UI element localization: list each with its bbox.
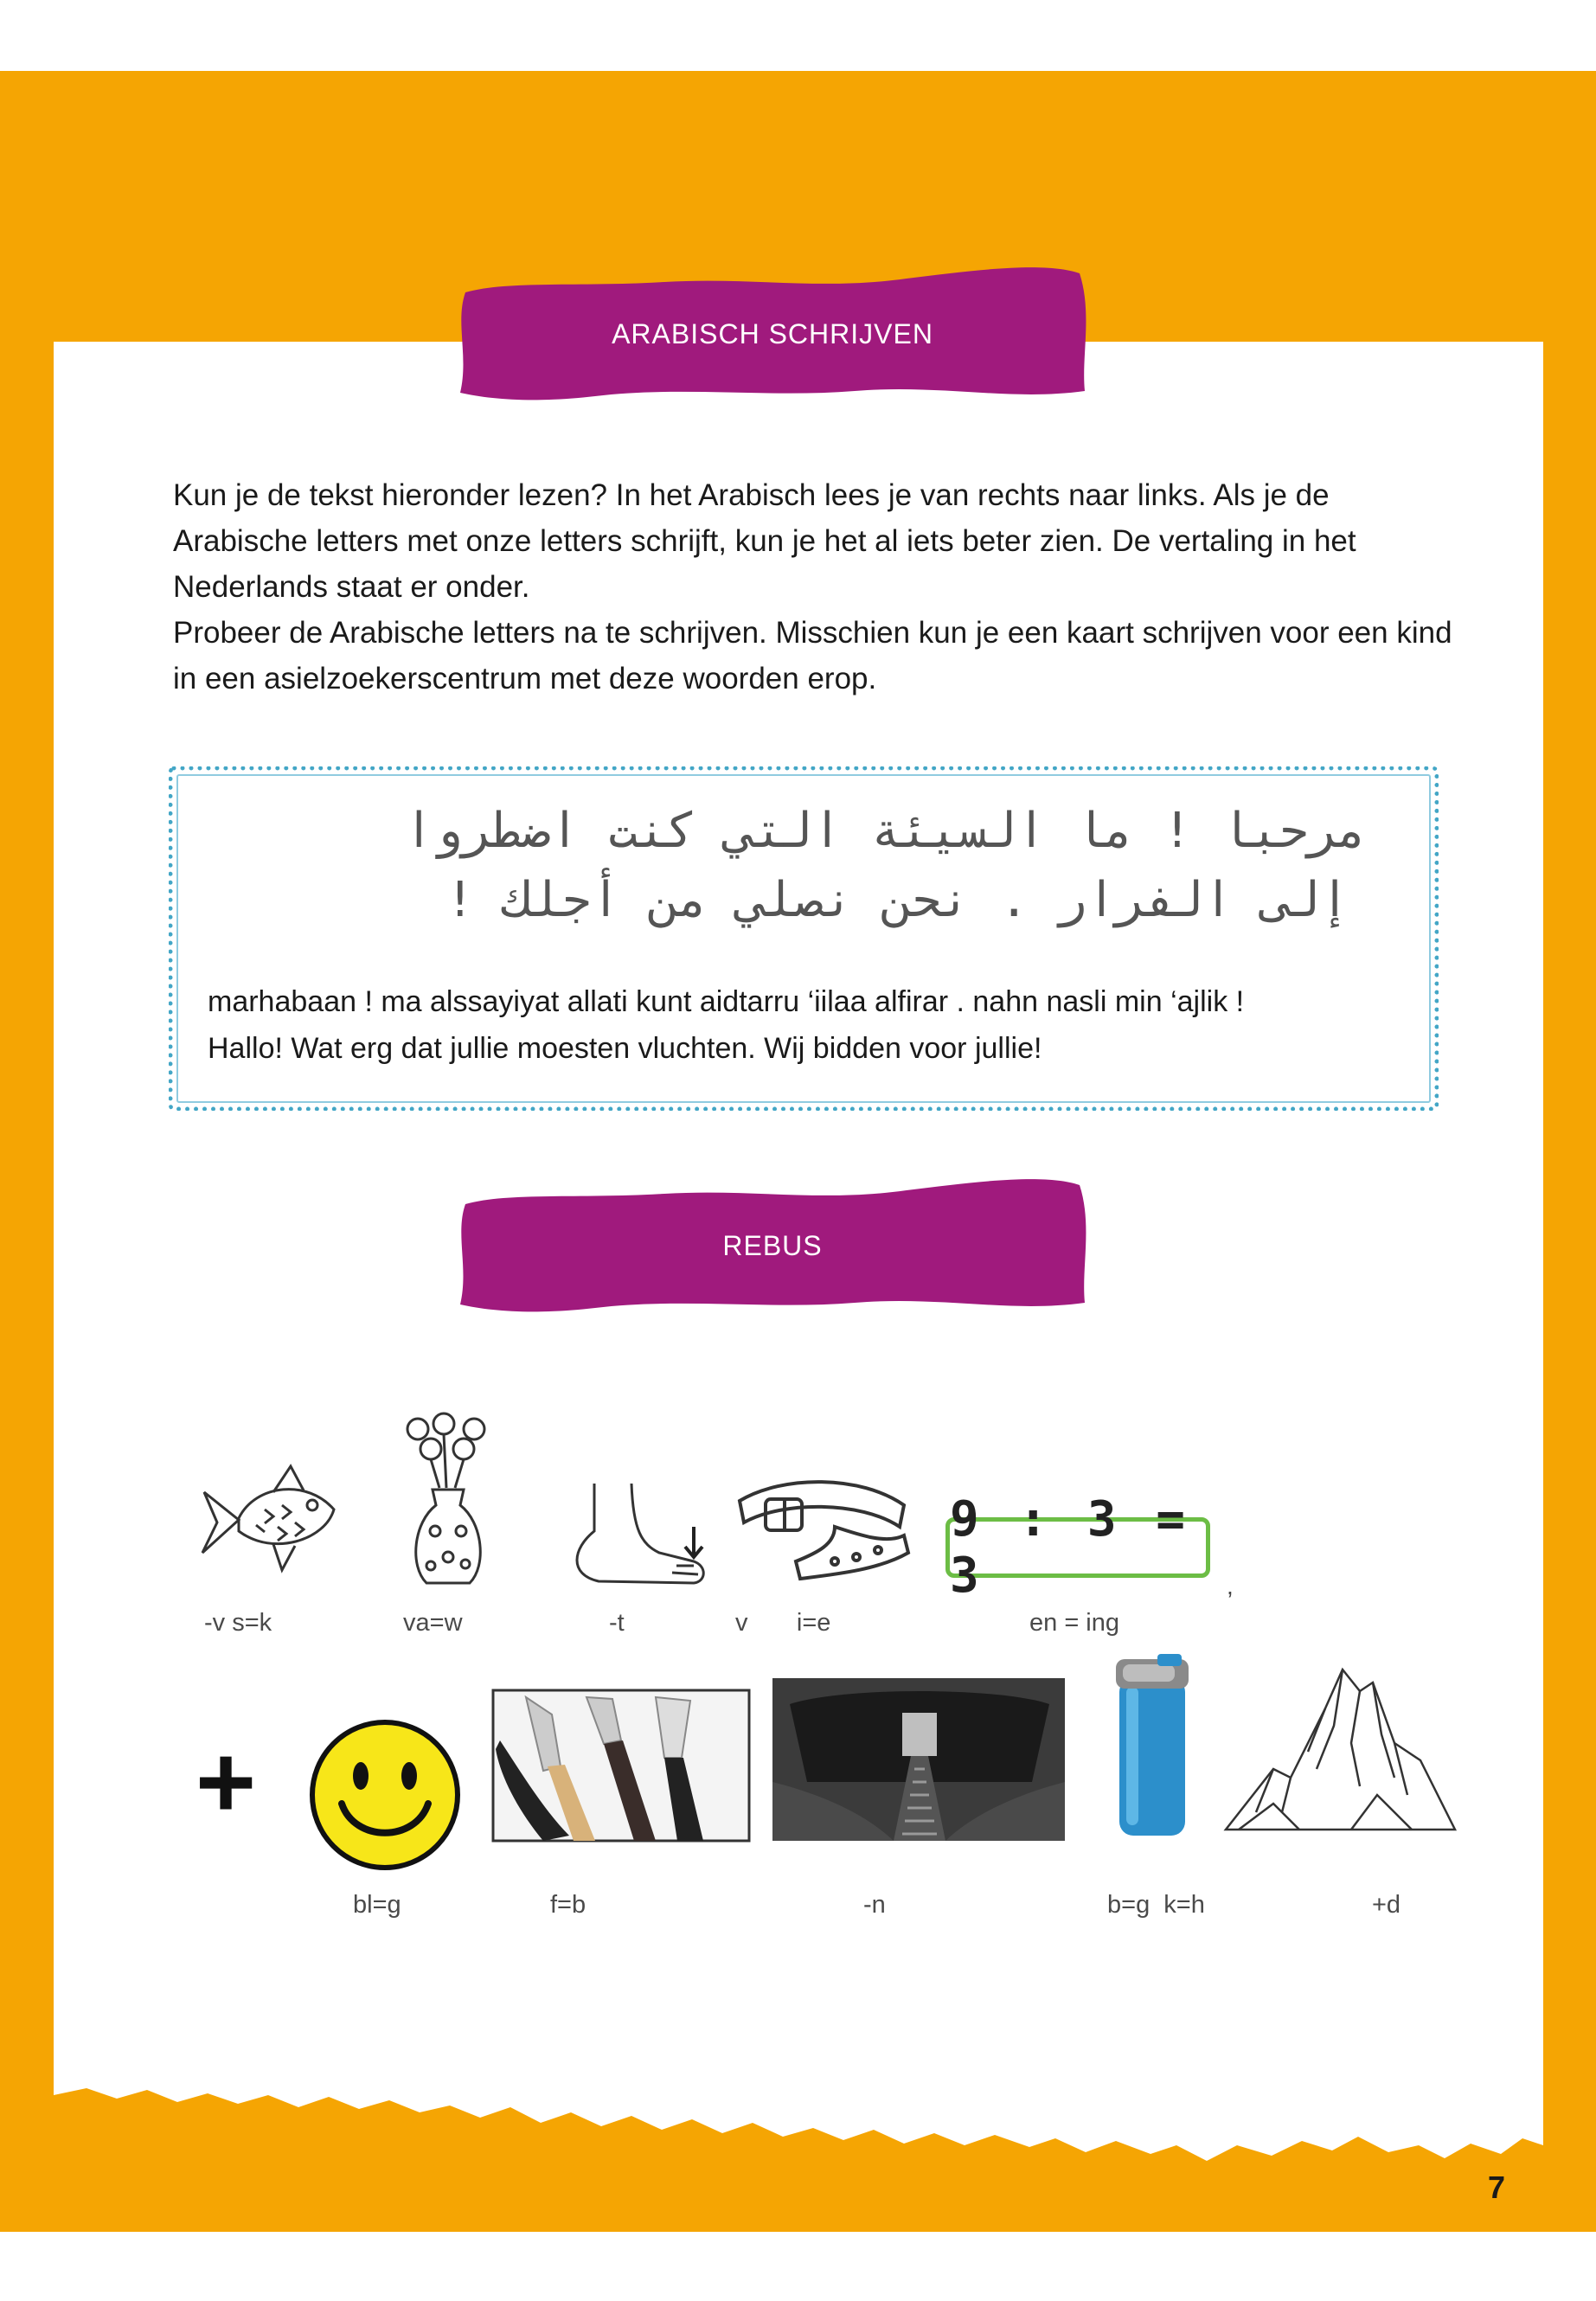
mine-tunnel-icon xyxy=(772,1678,1065,1841)
transliteration-block xyxy=(208,978,1419,1072)
arabic-writing-banner xyxy=(457,261,1088,407)
knives-icon xyxy=(491,1689,751,1843)
plus-sign: + xyxy=(195,1724,257,1840)
belt-icon xyxy=(731,1466,913,1587)
intro-text xyxy=(173,472,1453,702)
arabic-writing-title: ARABISCH SCHRIJVEN xyxy=(612,317,933,349)
rebus-label-tunnel: -n xyxy=(863,1891,886,1919)
arabic-line-2: إلى الفرار . نحن نصلي من أجلك ! xyxy=(445,872,1349,928)
rebus-label-foot: -t xyxy=(609,1609,625,1637)
rebus-label-smiley: bl=g xyxy=(353,1891,401,1919)
translation-text: Hallo! Wat erg dat jullie moesten vluchten. Wij bidden voor jullie! xyxy=(208,1032,1042,1065)
arabic-text-box xyxy=(169,766,1439,1111)
arabic-text xyxy=(225,797,1367,935)
foot-icon xyxy=(564,1479,711,1592)
fish-icon xyxy=(195,1458,343,1583)
flower-vase-icon xyxy=(396,1410,500,1592)
page-number: 7 xyxy=(1488,2170,1506,2205)
intro-paragraph-2: Probeer de Arabische letters na te schrijven. Misschien kun je een kaart schrijven voor een kind in een asielzoekerscentrum met deze woorden erop. xyxy=(173,616,1452,695)
transliteration-text: marhabaan ! ma alssayiyat allati kunt aidtarru ‘iilaa alfirar . nahn nasli min ‘ajlik ! xyxy=(208,985,1245,1018)
rebus-banner xyxy=(457,1173,1088,1318)
arabic-line-1: مرحبا ! ما السيئة التي كنت اضطروا xyxy=(404,803,1367,859)
mountain-icon xyxy=(1221,1657,1460,1843)
rebus-label-equation: en = ing xyxy=(1029,1609,1120,1637)
rebus-label-knives: f=b xyxy=(550,1891,586,1919)
rebus-label-bottle: b=g k=h xyxy=(1107,1891,1205,1919)
comma-mark: , xyxy=(1227,1573,1234,1599)
rebus-label-mountain: +d xyxy=(1372,1891,1401,1919)
math-equation-text: 9 : 3 = 3 xyxy=(950,1491,1191,1604)
math-equation-icon xyxy=(945,1491,1210,1604)
drink-bottle-icon xyxy=(1109,1652,1195,1841)
smiley-icon xyxy=(307,1717,463,1873)
rebus-title: REBUS xyxy=(722,1229,823,1261)
intro-paragraph-1: Kun je de tekst hieronder lezen? In het Arabisch lees je van rechts naar links. Als je de Arabische letters met onze letters schrijft, kun je het al iets beter zien. De vertaling in het Nederlands staat er onder. xyxy=(173,478,1356,604)
torn-paper-edge xyxy=(0,2016,1596,2189)
rebus-label-fish: -v s=k xyxy=(204,1609,272,1637)
rebus-label-belt: v i=e xyxy=(735,1609,831,1637)
rebus-label-vase: va=w xyxy=(403,1609,463,1637)
